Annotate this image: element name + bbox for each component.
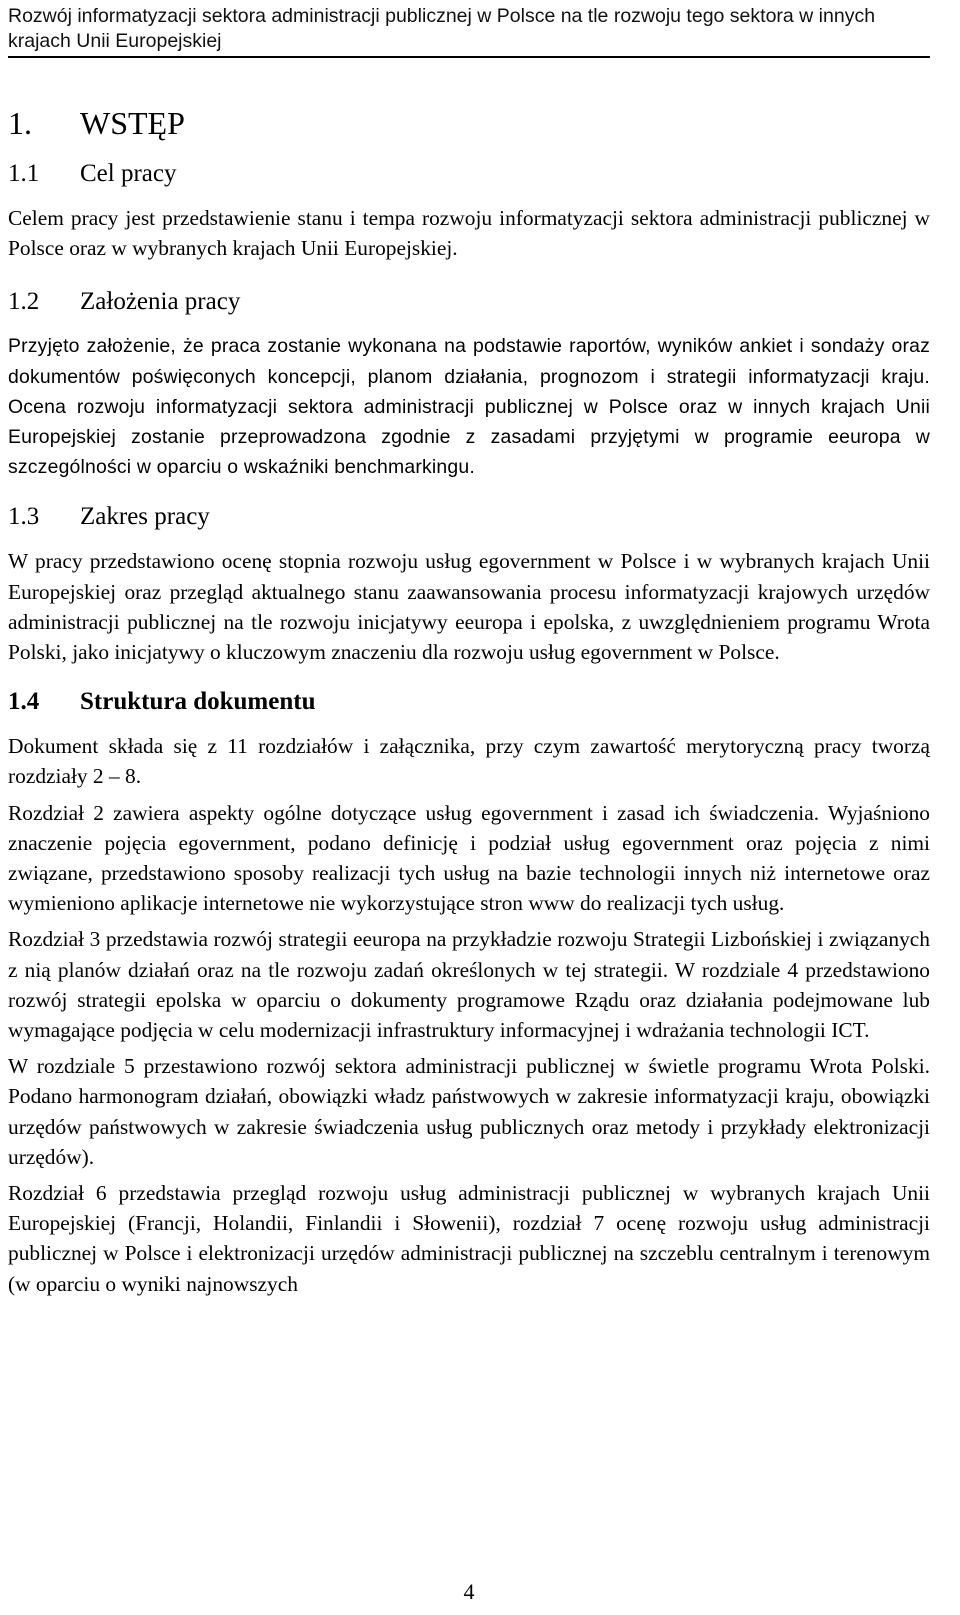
paragraph: Przyjęto założenie, że praca zostanie wykonana na podstawie raportów, wyników ankiet i sondaży oraz dokumentów poświęconych koncepcji, planom działania, prognozom i strategii informatyzacji kraju. Ocena rozwoju informatyzacji sektora administracji publicznej w Polsce oraz w innych krajach Unii Europejskiej zostanie przeprowadzona zgodnie z zasadami przyjętymi w programie eeuropa w szczególności w oparciu o wskaźniki benchmarkingu. [8,335,930,479]
paragraph: Rozdział 6 przedstawia przegląd rozwoju usług administracji publicznej w wybranych krajach Unii Europejskiej (Francji, Holandii, Finlandii i Słowenii), rozdział 7 ocenę rozwoju usług administracji publicznej w Polsce i elektronizacji urzędów administracji publicznej na szczeblu centralnym i terenowym (w oparciu o wyniki najnowszych [8,1181,930,1296]
chapter-heading [8,105,930,141]
paragraph: Dokument składa się z 11 rozdziałów i załącznika, przy czym zawartość merytoryczną pracy tworzą rozdziały 2 – 8. [8,734,930,789]
section-title: Struktura dokumentu [80,688,316,716]
section-number: 1.4 [8,688,40,716]
running-header: Rozwój informatyzacji sektora administracji publicznej w Polsce na tle rozwoju tego sektora w innych krajach Unii Europejskiej [8,4,930,58]
document-page [8,0,930,1299]
section-title: Założenia pracy [80,288,241,316]
section-title: Zakres pracy [80,503,210,531]
paragraph: Rozdział 3 przedstawia rozwój strategii eeuropa na przykładzie rozwoju Strategii Lizbońskiej i związanych z nią planów działań oraz na tle rozwoju zadań określonych w tej strategii. W rozdziale 4 przedstawiono rozwój strategii epolska w oparciu o dokumenty programowe Rządu oraz działania podejmowane lub wymagające podjęcia w celu modernizacji infrastruktury informacyjnej i wdrażania technologii ICT. [8,927,930,1043]
paragraph: Rozdział 2 zawiera aspekty ogólne dotyczące usług egovernment i zasad ich świadczenia. Wyjaśniono znaczenie pojęcia egovernment, podano definicję i podział usług egovernment oraz pojęcia z nimi związane, przedstawiono sposoby realizacji tych usług na bazie technologii innych niż internetowe oraz wymieniono aplikacje internetowe nie wykorzystujące stron www do realizacji tych usług. [8,800,930,916]
chapter-title: WSTĘP [80,105,185,141]
paragraph: W pracy przedstawiono ocenę stopnia rozwoju usług egovernment w Polsce i w wybranych krajach Unii Europejskiej oraz przegląd aktualnego stanu zaawansowania procesu informatyzacji krajowych urzędów administracji publicznej na tle rozwoju inicjatywy eeuropa i epolska, z uwzględnieniem programu Wrota Polski, jako inicjatywy o kluczowym znaczeniu dla rozwoju usług egovernment w Polsce. [8,549,930,665]
section-heading-1-4 [8,687,930,717]
section-heading-1-3 [8,502,930,532]
section-title: Cel pracy [80,160,177,187]
chapter-number: 1. [8,105,32,141]
section-heading-1-2 [8,287,930,317]
section-heading-1-1 [8,159,930,189]
section-number: 1.1 [8,160,40,187]
paragraph: W rozdziale 5 przestawiono rozwój sektora administracji publicznej w świetle programu Wrota Polski. Podano harmonogram działań, obowiązki władz państwowych w zakresie informatyzacji kraju, obowiązki urzędów państwowych w zakresie świadczenia usług publicznych oraz metody i przykłady elektronizacji urzędów). [8,1054,930,1169]
section-number: 1.2 [8,288,40,316]
page-number: 4 [463,1579,475,1604]
section-number: 1.3 [8,503,40,531]
paragraph: Celem pracy jest przedstawienie stanu i tempa rozwoju informatyzacji sektora administracji publicznej w Polsce oraz w wybranych krajach Unii Europejskiej. [8,206,930,261]
